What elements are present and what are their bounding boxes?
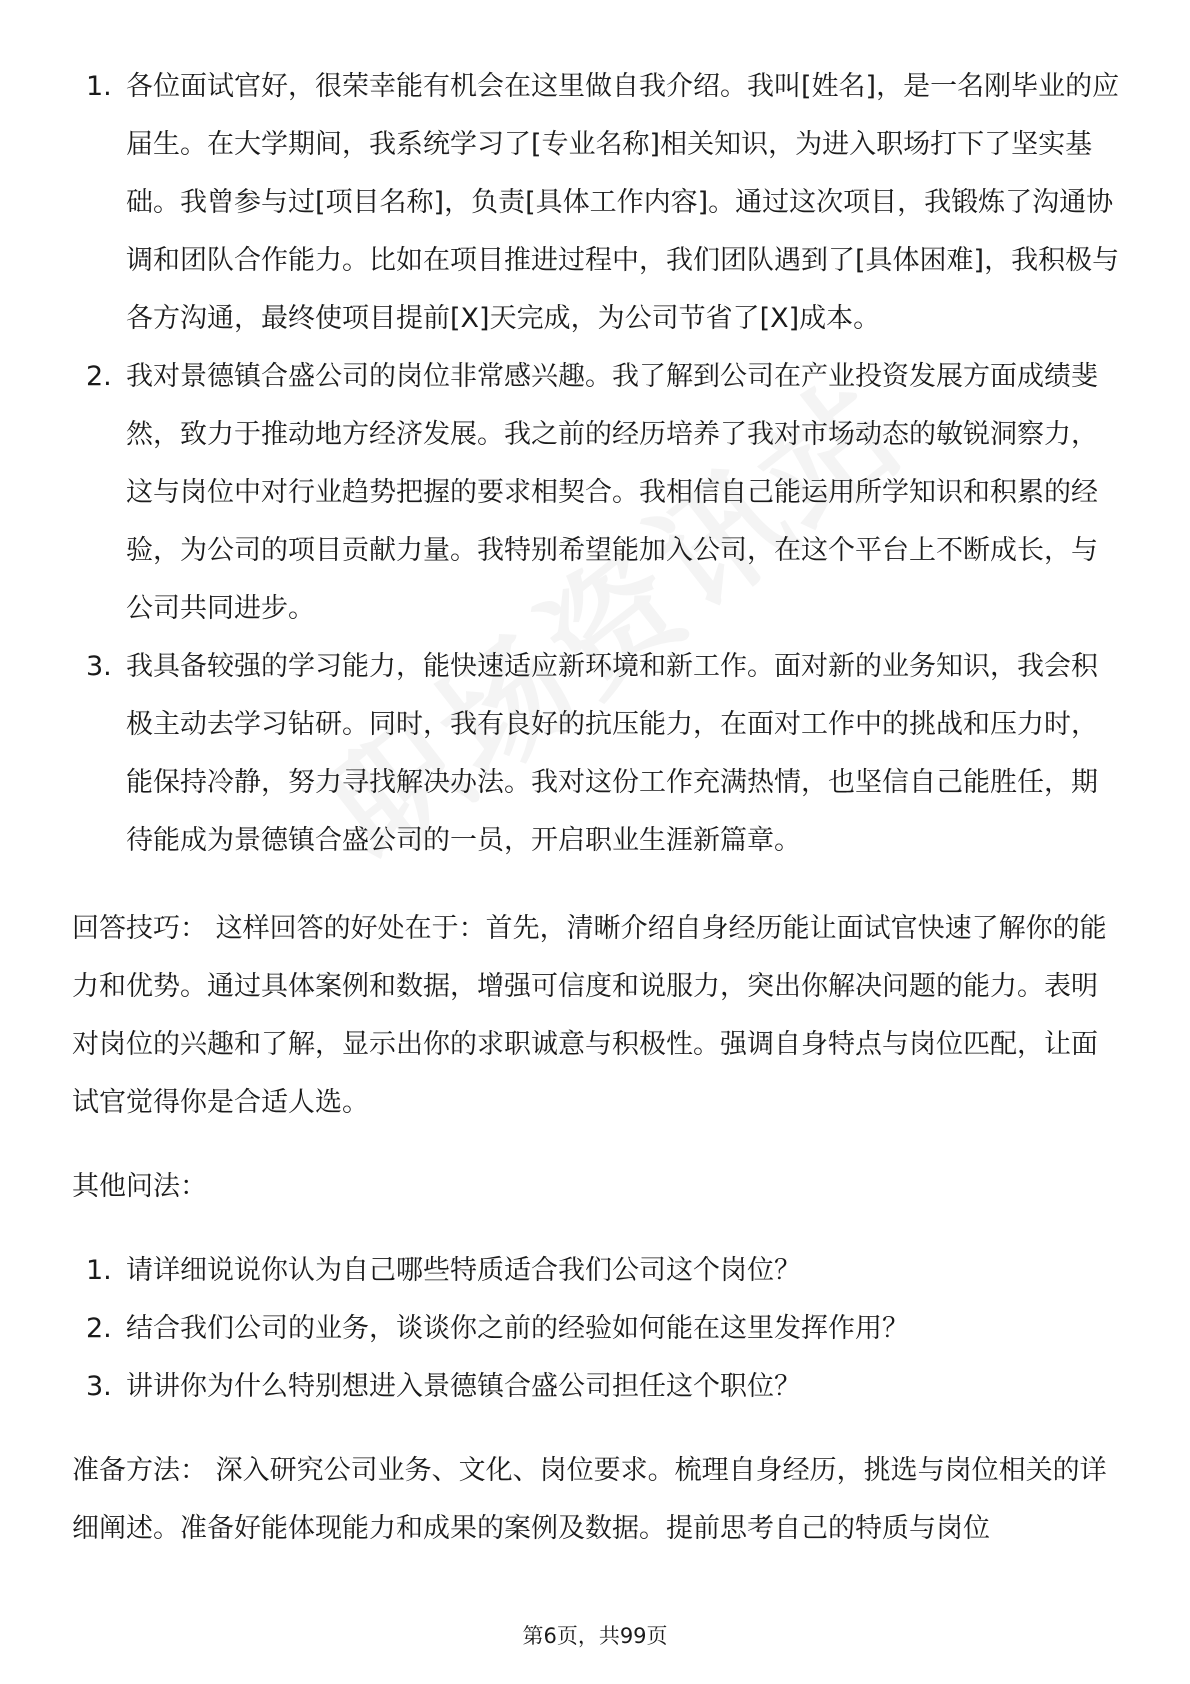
list-text: 我具备较强的学习能力，能快速适应新环境和新工作。面对新的业务知识，我会积极主动去学习钻研。同时，我有良好的抗压能力，在面对工作中的挑战和压力时，能保持冷静，努力寻找解决办法。我对这份工作充满热情，也坚信自己能胜任，期待能成为景德镇合盛公司的一员，开启职业生涯新篇章。: [126, 651, 1098, 856]
list-item: [72, 638, 1122, 870]
list-item: [72, 1242, 1122, 1300]
list-text: 请详细说说你认为自己哪些特质适合我们公司这个岗位？: [126, 1255, 801, 1286]
other-questions-list: [72, 1242, 1122, 1416]
page-number: 第6页，共99页: [522, 1624, 668, 1648]
list-text: 我对景德镇合盛公司的岗位非常感兴趣。我了解到公司在产业投资发展方面成绩斐然，致力于推动地方经济发展。我之前的经历培养了我对市场动态的敏锐洞察力，这与岗位中对行业趋势把握的要求相契合。我相信自己能运用所学知识和积累的经验，为公司的项目贡献力量。我特别希望能加入公司，在这个平台上不断成长，与公司共同进步。: [126, 361, 1098, 624]
list-item: [72, 58, 1122, 348]
list-item: [72, 1300, 1122, 1358]
preparation-method: 准备方法： 深入研究公司业务、文化、岗位要求。梳理自身经历，挑选与岗位相关的详细阐述。准备好能体现能力和成果的案例及数据。提前思考自己的特质与岗位: [72, 1455, 1107, 1544]
list-number: 1.: [86, 1255, 112, 1286]
list-number: 2.: [86, 361, 112, 392]
list-text: 结合我们公司的业务，谈谈你之前的经验如何能在这里发挥作用？: [126, 1313, 909, 1344]
answer-tips: 回答技巧： 这样回答的好处在于：首先，清晰介绍自身经历能让面试官快速了解你的能力和优势。通过具体案例和数据，增强可信度和说服力，突出你解决问题的能力。表明对岗位的兴趣和了解，显示出你的求职诚意与积极性。强调自身特点与岗位匹配，让面试官觉得你是合适人选。: [72, 913, 1107, 1118]
list-text: 各位面试官好，很荣幸能有机会在这里做自我介绍。我叫[姓名]，是一名刚毕业的应届生。在大学期间，我系统学习了[专业名称]相关知识，为进入职场打下了坚实基础。我曾参与过[项目名称]，负责[具体工作内容]。通过这次项目，我锻炼了沟通协调和团队合作能力。比如在项目推进过程中，我们团队遇到了[具体困难]，我积极与各方沟通，最终使项目提前[X]天完成，为公司节省了[X]成本。: [126, 71, 1120, 334]
list-number: 1.: [86, 71, 112, 102]
list-text: 讲讲你为什么特别想进入景德镇合盛公司担任这个职位？: [126, 1371, 801, 1402]
answer-list: [72, 58, 1122, 870]
list-number: 2.: [86, 1313, 112, 1344]
list-item: [72, 348, 1122, 638]
other-questions-heading: 其他问法：: [72, 1171, 207, 1202]
list-number: 3.: [86, 651, 112, 682]
document-body: [72, 58, 1122, 1558]
list-number: 3.: [86, 1371, 112, 1402]
list-item: [72, 1358, 1122, 1416]
